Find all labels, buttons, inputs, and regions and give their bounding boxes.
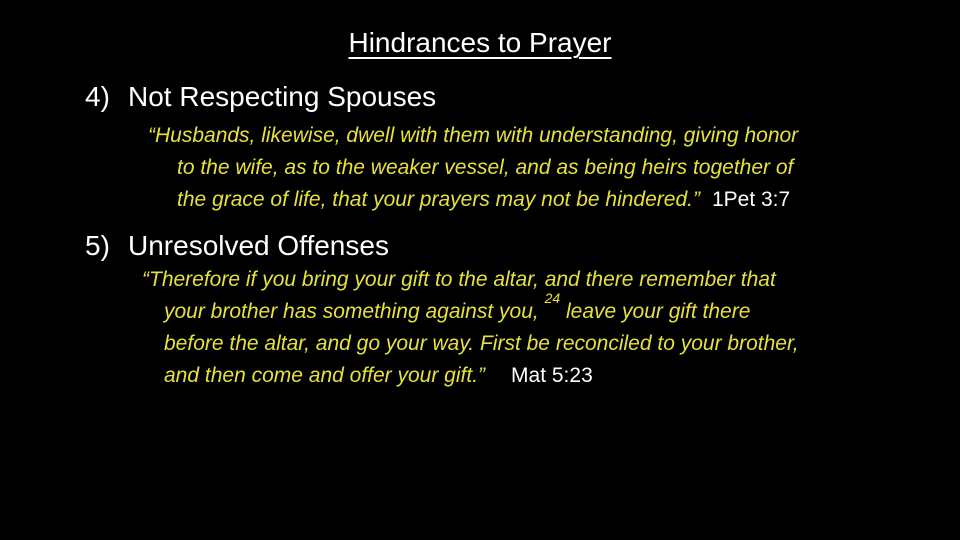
quote-2-line-3: before the altar, and go your way. First be reconciled to your brother,: [164, 332, 799, 355]
list-item-4-title: Not Respecting Spouses: [128, 81, 437, 112]
verse-number-superscript: 24: [544, 290, 561, 306]
quote-2-line-2-post: leave your gift there: [560, 300, 751, 323]
list-item-4-heading: [85, 80, 436, 114]
scripture-reference-1: 1Pet 3:7: [711, 188, 791, 211]
quote-2-line-4: [164, 360, 799, 392]
list-item-5-number: 5): [85, 230, 110, 261]
quote-1-line-1: “Husbands, likewise, dwell with them with understanding, giving honor: [148, 124, 799, 147]
list-item-4-number: 4): [85, 81, 110, 112]
quote-1-line-2: to the wife, as to the weaker vessel, and as being heirs together of: [177, 156, 794, 179]
quote-1-line-3-text: the grace of life, that your prayers may not be hindered.”: [177, 188, 700, 211]
list-item-5-heading: [85, 229, 389, 263]
quote-1-line-3: [177, 184, 798, 216]
quote-2-line-4-text: and then come and offer your gift.”: [164, 364, 486, 387]
quote-2-line-1: “Therefore if you bring your gift to the altar, and there remember that: [142, 268, 776, 291]
scripture-quote-1: [148, 120, 798, 216]
list-item-5-title: Unresolved Offenses: [128, 230, 389, 261]
scripture-reference-2: Mat 5:23: [511, 364, 593, 387]
quote-2-line-2-pre: your brother has something against you,: [164, 300, 545, 323]
quote-2-line-2: [164, 290, 799, 328]
title-container: [0, 26, 960, 60]
slide-title: Hindrances to Prayer: [348, 27, 612, 58]
scripture-quote-2: [142, 264, 799, 392]
